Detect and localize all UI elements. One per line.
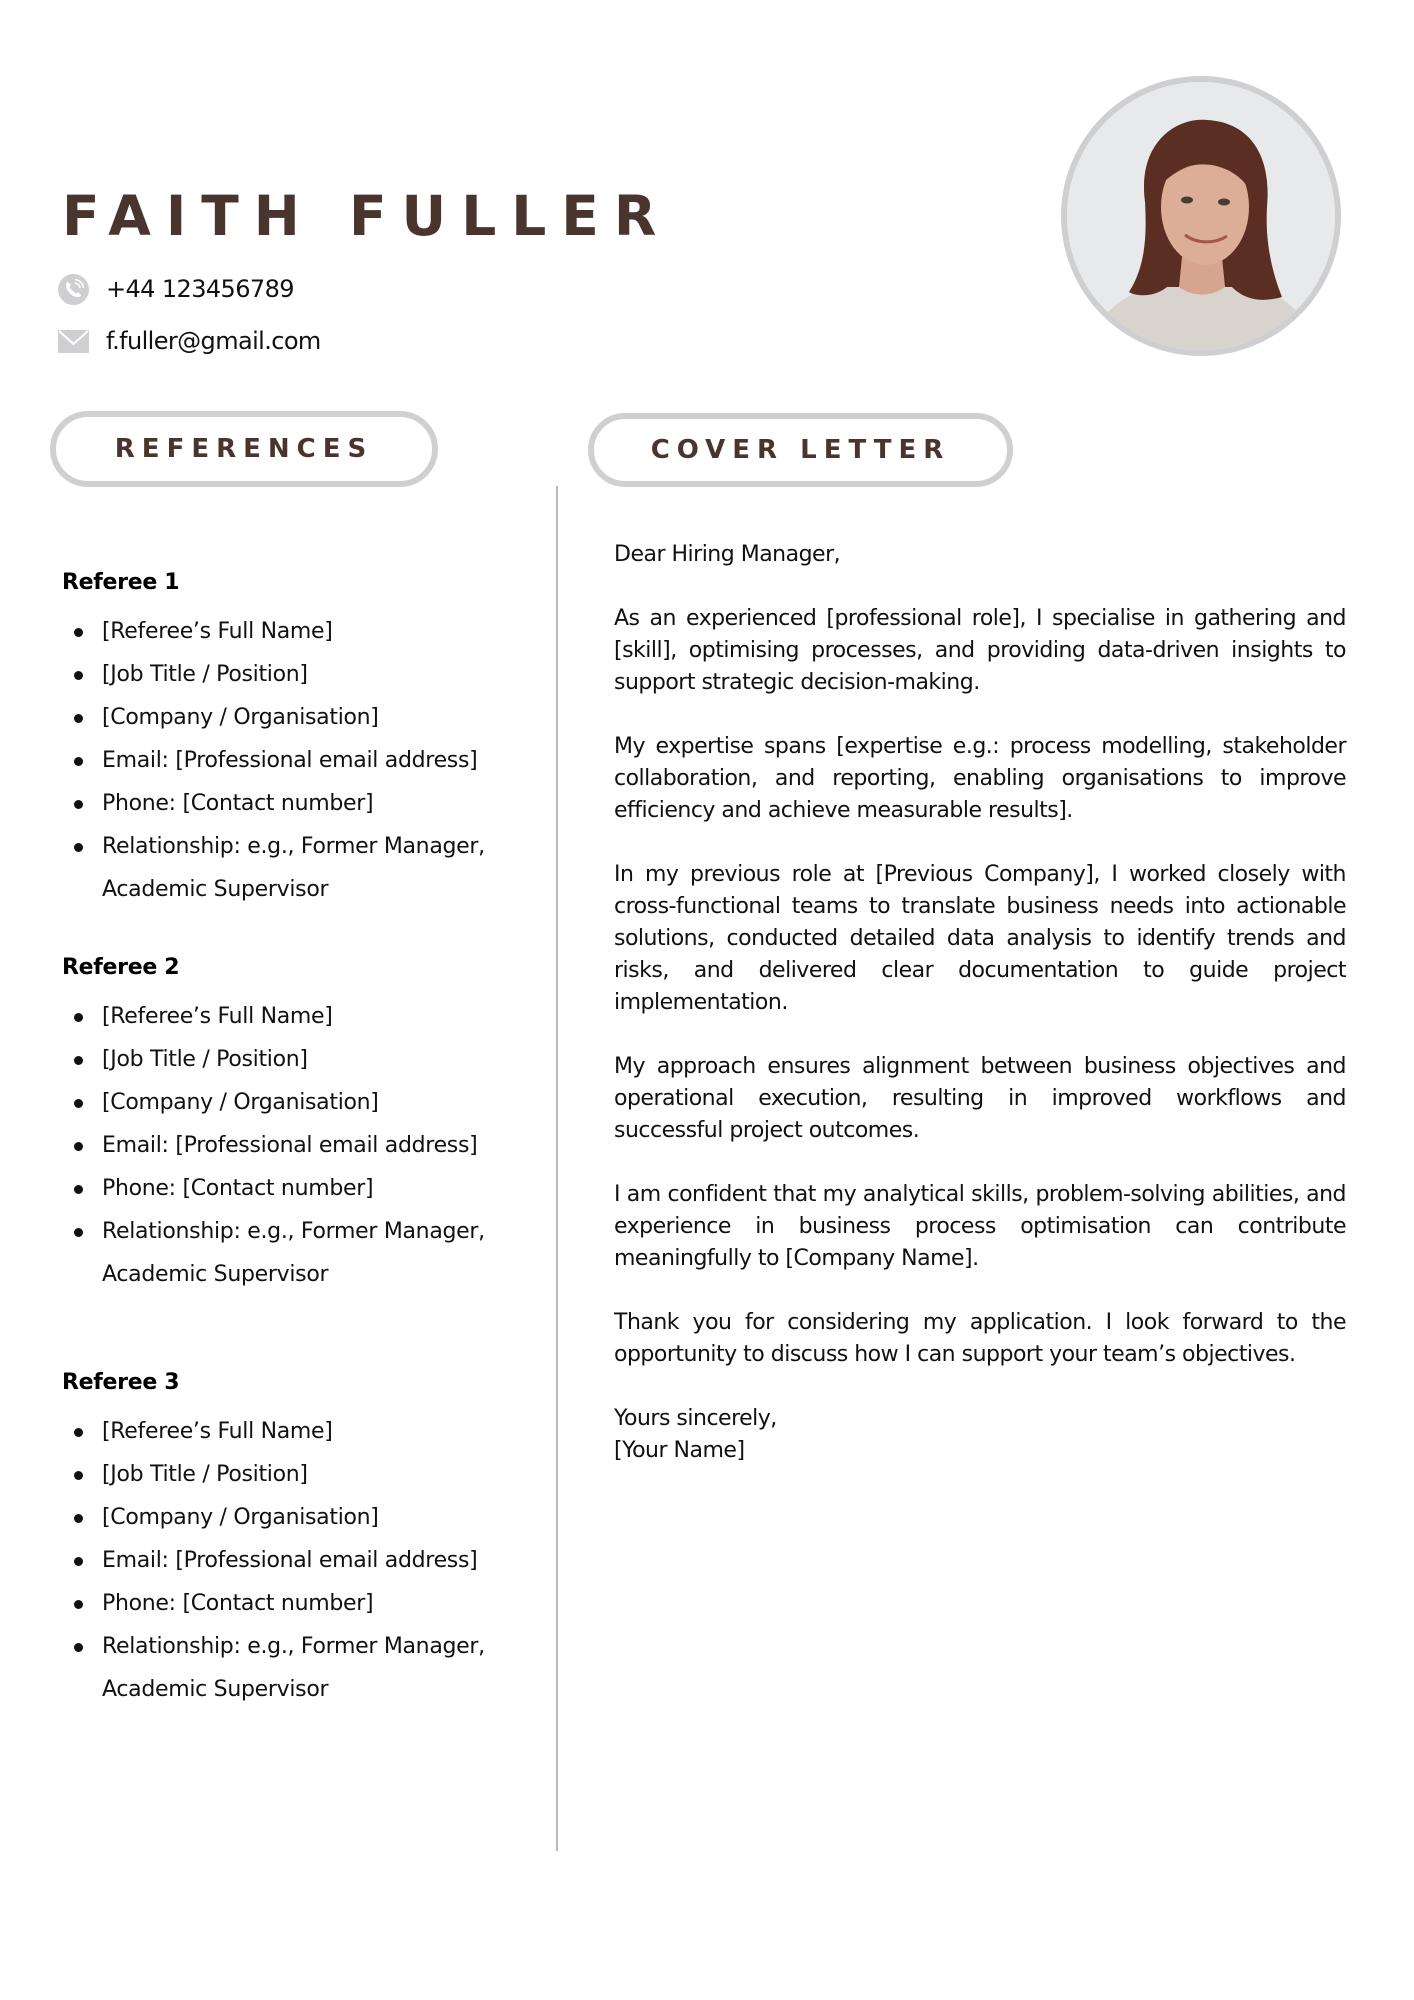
referee-relationship: Relationship: e.g., Former Manager, Academic Supervisor [62, 1625, 532, 1711]
references-title: REFERENCES [114, 434, 374, 464]
column-divider [556, 486, 558, 1851]
referee-block-3 [62, 1367, 532, 1711]
phone-number: +44 123456789 [106, 275, 294, 303]
profile-photo [1061, 76, 1341, 356]
referee-email: Email: [Professional email address] [62, 739, 532, 782]
candidate-name: FAITH FULLER [62, 184, 672, 248]
referee-phone: Phone: [Contact number] [62, 782, 532, 825]
signature: [Your Name] [614, 1438, 745, 1463]
referee-name: [Referee’s Full Name] [62, 995, 532, 1038]
referee-relationship: Relationship: e.g., Former Manager, Academic Supervisor [62, 1210, 532, 1296]
cover-letter-body [614, 539, 1346, 1467]
references-section-header [50, 411, 438, 487]
referee-relationship: Relationship: e.g., Former Manager, Academic Supervisor [62, 825, 532, 911]
phone-row [58, 273, 294, 305]
email-address: f.fuller@gmail.com [106, 327, 321, 355]
referee-job-title: [Job Title / Position] [62, 1453, 532, 1496]
email-row [58, 325, 321, 357]
referee-email: Email: [Professional email address] [62, 1124, 532, 1167]
letter-paragraph: As an experienced [professional role], I specialise in gathering and [skill], optimising processes, and providing data-driven insights to support strategic decision-making. [614, 606, 1346, 695]
referee-name: [Referee’s Full Name] [62, 610, 532, 653]
letter-paragraph: Thank you for considering my application. I look forward to the opportunity to discuss how I can support your team’s objectives. [614, 1310, 1346, 1367]
referee-company: [Company / Organisation] [62, 696, 532, 739]
closing: Yours sincerely, [614, 1406, 777, 1431]
referee-job-title: [Job Title / Position] [62, 653, 532, 696]
referee-phone: Phone: [Contact number] [62, 1582, 532, 1625]
referee-title: Referee 3 [62, 1370, 180, 1395]
referee-block-2 [62, 952, 532, 1296]
letter-paragraph: My approach ensures alignment between business objectives and operational execution, resulting in improved workflows and successful project outcomes. [614, 1054, 1346, 1143]
referee-title: Referee 2 [62, 955, 180, 980]
referee-title: Referee 1 [62, 570, 180, 595]
cover-letter-section-header [588, 413, 1013, 487]
salutation: Dear Hiring Manager, [614, 542, 841, 567]
referee-block-1 [62, 567, 532, 911]
letter-paragraph: I am confident that my analytical skills, problem-solving abilities, and experience in business process optimisation can contribute meaningfully to [Company Name]. [614, 1182, 1346, 1271]
letter-paragraph: My expertise spans [expertise e.g.: process modelling, stakeholder collaboration, and reporting, enabling organisations to improve efficiency and achieve measurable results]. [614, 734, 1346, 823]
referee-company: [Company / Organisation] [62, 1496, 532, 1539]
referee-company: [Company / Organisation] [62, 1081, 532, 1124]
cover-letter-title: COVER LETTER [650, 435, 951, 465]
referee-name: [Referee’s Full Name] [62, 1410, 532, 1453]
phone-icon [58, 274, 89, 305]
referee-email: Email: [Professional email address] [62, 1539, 532, 1582]
letter-paragraph: In my previous role at [Previous Company], I worked closely with cross-functional teams to translate business needs into actionable solutions, conducted detailed data analysis to identify trends and risks, and delivered clear documentation to guide project implementation. [614, 862, 1346, 1015]
referee-job-title: [Job Title / Position] [62, 1038, 532, 1081]
envelope-icon [58, 330, 89, 353]
referee-phone: Phone: [Contact number] [62, 1167, 532, 1210]
